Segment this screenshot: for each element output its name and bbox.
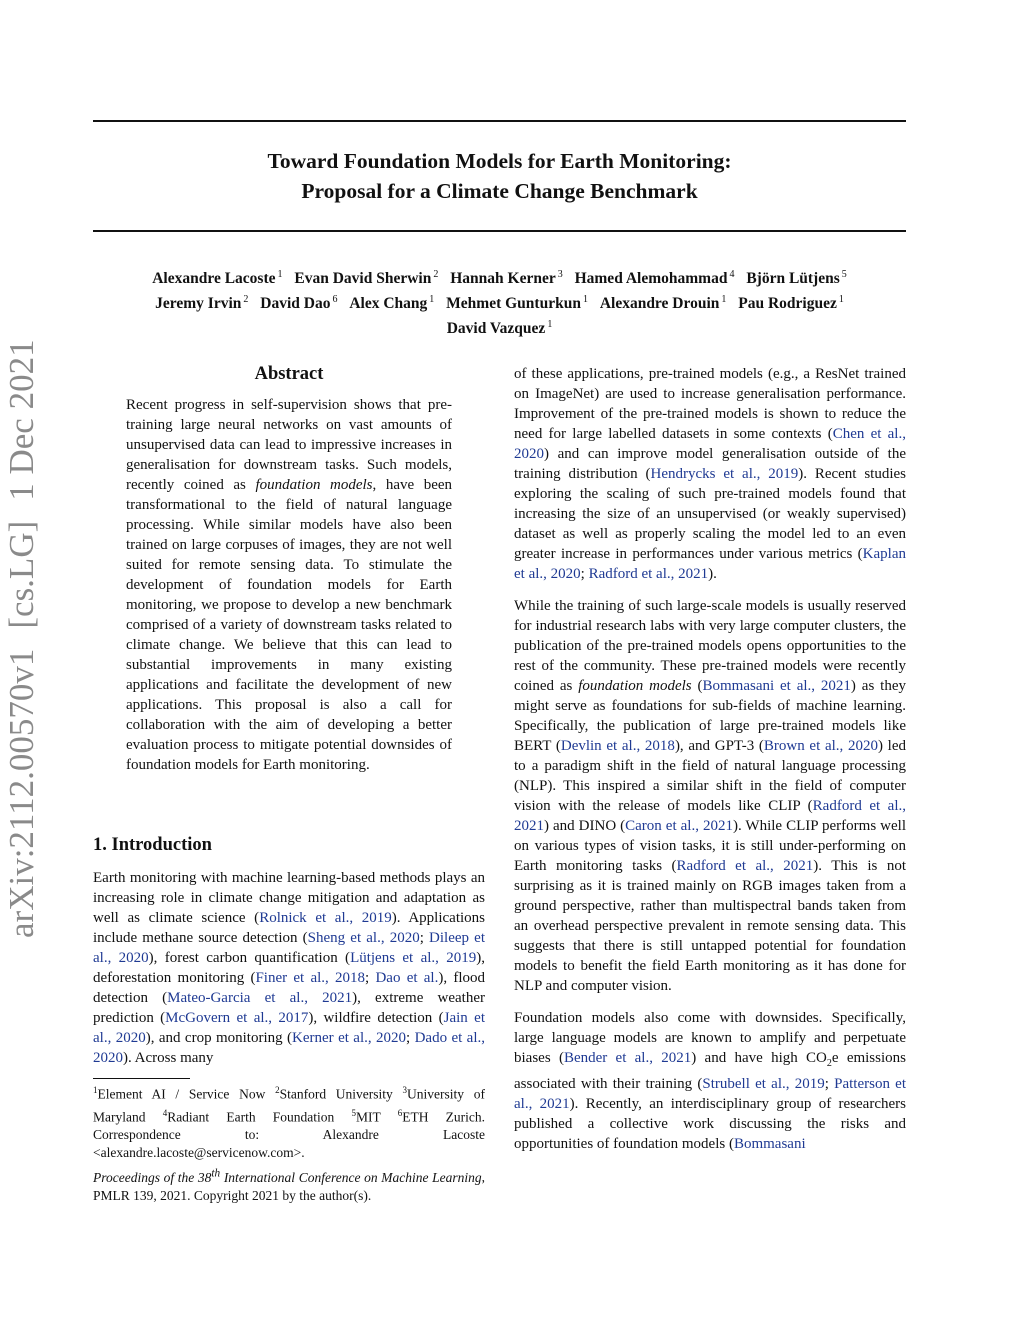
citation-link[interactable]: Bommasani et al., 2021 bbox=[702, 678, 851, 694]
title-line-2: Proposal for a Climate Change Benchmark bbox=[301, 179, 698, 203]
author: Alexandre Drouin $^1$ bbox=[599, 294, 727, 313]
citation-link[interactable]: Mateo-Garcia et al., 2021 bbox=[167, 990, 353, 1006]
right-column bbox=[514, 364, 906, 1166]
author: Jeremy Irvin $^2$ bbox=[155, 294, 249, 313]
citation-link[interactable]: Brown et al., 2020 bbox=[763, 738, 878, 754]
arxiv-date: 1 Dec 2021 bbox=[2, 339, 41, 501]
author: Hannah Kerner $^3$ bbox=[450, 269, 563, 288]
author: Pau Rodriguez $^1$ bbox=[738, 294, 844, 313]
paper-title bbox=[93, 146, 906, 206]
author: Hamed Alemohammad $^4$ bbox=[574, 269, 735, 288]
citation-link[interactable]: Dado et al., 2020 bbox=[93, 1030, 486, 1066]
title-rule-top bbox=[93, 120, 906, 122]
citation-link[interactable]: Bender et al., 2021 bbox=[563, 1050, 692, 1066]
citation-link[interactable]: Dileep et al., 2020 bbox=[93, 930, 485, 966]
citation-link[interactable]: Rolnick et al., 2019 bbox=[259, 910, 392, 926]
citation-link[interactable]: Radford et al., 2021 bbox=[676, 858, 814, 874]
citation-link[interactable]: Strubell et al., 2019 bbox=[702, 1076, 825, 1092]
arxiv-stamp bbox=[2, 339, 42, 948]
abstract-heading: Abstract bbox=[254, 364, 324, 384]
citation-link[interactable]: Kerner et al., 2020 bbox=[292, 1030, 407, 1046]
arxiv-category: [cs.LG] bbox=[2, 520, 41, 629]
citation-link[interactable]: Jain et al., 2020 bbox=[93, 1010, 485, 1046]
citation-link[interactable]: Kaplan et al., 2020 bbox=[514, 546, 906, 582]
author: Alex Chang $^1$ bbox=[349, 294, 435, 313]
citation-link[interactable]: Chen et al., 2020 bbox=[514, 426, 906, 462]
paragraph: While the training of such large-scale models is usually reserved for industrial research labs with very large computer clusters, the publication of the pre-trained models opens opportunities to the rest of the community. These pre-trained models were recently coined as foundation models (Bommasani et al., 2021) as they might serve as foundations for sub-fields of machine learning. Specifically, the publication of large pre-trained models like BERT (Devlin et al., 2018), and GPT-3 (Brown et al., 2020) led to a paradigm shift in the field of natural language processing (NLP). This inspired a similar shift in the field of computer vision with the release of models like CLIP (Radford et al., 2021) and DINO (Caron et al., 2021). While CLIP performs well on various types of vision tasks, it is still under-performing on Earth monitoring tasks (Radford et al., 2021). This is not surprising as it is trained mainly on RGB images taken from a ground perspective, rather than multispectral bands taken from an overhead perspective prevalent in remote sensing data. This suggests that there is still untapped potential for foundation models to benefit the field Earth monitoring as it has done for NLP and computer vision. bbox=[514, 598, 907, 994]
citation-link[interactable]: Devlin et al., 2018 bbox=[560, 738, 675, 754]
author-list bbox=[93, 264, 906, 339]
citation-link[interactable]: Lütjens et al., 2019 bbox=[350, 950, 477, 966]
arxiv-id: arXiv:2112.00570v1 bbox=[2, 648, 41, 938]
affiliations-footnote: $^1$Element AI / Service Now $^2$Stanford University $^3$University of Maryland $^4$Radiant Earth Foundation $^5$MIT $^6$ETH Zurich. Correspondence to: Alexandre Lacoste <alexandre.lacoste@servicenow.com>. bbox=[93, 1085, 485, 1160]
abstract-body: Recent progress in self-supervision shows that pre-training large neural networks on vast amounts of unsupervised data can lead to impressive increases in generalisation for downstream tasks. Such models, recently coined as foundation models, have been transformational to the field of natural language processing. While similar models have also been trained on large corpuses of images, they are not well suited for remote sensing data. To stimulate the development of foundation models for Earth monitoring, we propose to develop a new benchmark comprised of a variety of downstream tasks related to climate change. We believe that this can lead to substantial improvements in many existing applications and facilitate the development of new applications. This proposal is also a call for collaboration with the aim of developing a better evaluation process to mitigate potential downsides of foundation models for Earth monitoring. bbox=[126, 397, 453, 773]
paragraph: of these applications, pre-trained models (e.g., a ResNet trained on ImageNet) are used to increase generalisation performance. Improvement of the pre-trained models is shown to reduce the need for large labelled datasets in some contexts (Chen et al., 2020) and can improve model generalisation outside of the training distribution (Hendrycks et al., 2019). Recent studies exploring the scaling of such pre-trained models found that increasing the size of an unsupervised (or weakly supervised) dataset as well as properly scaling the model led to an even greater increase in performances under various metrics (Kaplan et al., 2020; Radford et al., 2021). bbox=[514, 366, 906, 582]
citation-link[interactable]: Bommasani bbox=[733, 1136, 806, 1152]
citation-link[interactable]: Finer et al., 2018 bbox=[255, 970, 366, 986]
citation-link[interactable]: Radford et al., 2021 bbox=[514, 798, 907, 834]
footnote-rule bbox=[93, 1078, 190, 1079]
author: Mehmet Gunturkun $^1$ bbox=[446, 294, 588, 313]
paragraph: Foundation models also come with downsides. Specifically, large language models are known to amplify and perpetuate biases (Bender et al., 2021) and have high $CO_2e$ emissions associated with their training (Strubell et al., 2019; Patterson et al., 2021). Recently, an interdisciplinary group of researchers published a collective work discussing the risks and opportunities of foundation models (Bommasani bbox=[514, 1010, 907, 1152]
citation-link[interactable]: Hendrycks et al., 2019 bbox=[650, 466, 799, 482]
author: David Dao $^6$ bbox=[260, 294, 338, 313]
intro-paragraph: Earth monitoring with machine learning-based methods plays an increasing role in climate change mitigation and adaptation as well as climate science (Rolnick et al., 2019). Applications include methane source detection (Sheng et al., 2020; Dileep et al., 2020), forest carbon quantification (Lütjens et al., 2019), deforestation monitoring (Finer et al., 2018; Dao et al.), flood detection (Mateo-Garcia et al., 2021), extreme weather prediction (McGovern et al., 2017), wildfire detection (Jain et al., 2020), and crop monitoring (Kerner et al., 2020; Dado et al., 2020). Across many bbox=[93, 870, 486, 1066]
citation-link[interactable]: Sheng et al., 2020 bbox=[307, 930, 420, 946]
title-line-1: Toward Foundation Models for Earth Monitoring: bbox=[267, 149, 732, 173]
author: Björn Lütjens $^5$ bbox=[746, 269, 847, 288]
citation-link[interactable]: Radford et al., 2021 bbox=[588, 566, 709, 582]
title-rule-bottom bbox=[93, 230, 906, 232]
citation-link[interactable]: Patterson et al., 2021 bbox=[514, 1076, 907, 1112]
author: David Vazquez $^1$ bbox=[446, 319, 553, 338]
citation-link[interactable]: Caron et al., 2021 bbox=[625, 818, 733, 834]
proceedings-note: Proceedings of the 38th International Conference on Machine Learning, PMLR 139, 2021. Copyright 2021 by the author(s). bbox=[93, 1167, 485, 1203]
author: Evan David Sherwin $^2$ bbox=[294, 269, 439, 288]
citation-link[interactable]: McGovern et al., 2017 bbox=[165, 1010, 309, 1026]
author: Alexandre Lacoste $^1$ bbox=[152, 269, 283, 288]
citation-link[interactable]: Dao et al. bbox=[375, 970, 439, 986]
section-heading-introduction: 1. Introduction bbox=[93, 835, 212, 855]
